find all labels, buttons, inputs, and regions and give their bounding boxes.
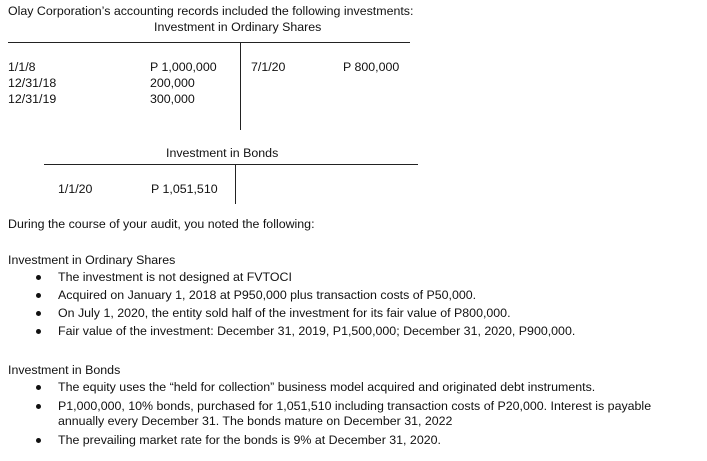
bonds-section-heading: Investment in Bonds xyxy=(8,363,121,377)
audit-note: During the course of your audit, you noted the following: xyxy=(8,217,315,231)
bonds-account-title: Investment in Bonds xyxy=(166,146,279,160)
shares-section-heading: Investment in Ordinary Shares xyxy=(8,253,176,267)
list-item: The prevailing market rate for the bonds is 9% at December 31, 2020. xyxy=(34,433,698,448)
list-item: On July 1, 2020, the entity sold half of the investment for its fair value of P800,000. xyxy=(34,306,694,321)
list-item: P1,000,000, 10% bonds, purchased for 1,051,510 including transaction costs of P20,000. Interest is payable annually every December 31. The bonds mature on December 31, 2022 xyxy=(34,399,698,429)
intro-text: Olay Corporation’s accounting records included the following investments: xyxy=(8,4,414,18)
shares-debit-amount: P 1,000,000 xyxy=(150,60,217,74)
shares-debit-date: 12/31/19 xyxy=(8,92,57,106)
shares-debit-amount: 300,000 xyxy=(150,92,195,106)
bonds-debit-date: 1/1/20 xyxy=(58,182,93,196)
list-item: Acquired on January 1, 2018 at P950,000 plus transaction costs of P50,000. xyxy=(34,288,694,303)
bonds-account-top-rule xyxy=(44,164,418,165)
bonds-findings-list xyxy=(34,380,698,451)
shares-debit-date: 1/1/8 xyxy=(8,60,36,74)
list-item: The equity uses the “held for collection” business model acquired and originated debt instruments. xyxy=(34,380,698,395)
shares-credit-date: 7/1/20 xyxy=(251,60,286,74)
bonds-debit-amount: P 1,051,510 xyxy=(151,182,218,196)
list-item: Fair value of the investment: December 31, 2019, P1,500,000; December 31, 2020, P900,000. xyxy=(34,324,694,339)
bonds-account-divider xyxy=(235,164,236,204)
shares-findings-list xyxy=(34,270,694,342)
shares-debit-amount: 200,000 xyxy=(150,76,195,90)
shares-debit-date: 12/31/18 xyxy=(8,76,57,90)
shares-account-top-rule xyxy=(8,42,410,43)
shares-credit-amount: P 800,000 xyxy=(343,60,400,74)
shares-account-divider xyxy=(240,42,241,130)
list-item: The investment is not designed at FVTOCI xyxy=(34,270,694,285)
shares-account-title: Investment in Ordinary Shares xyxy=(154,20,322,34)
